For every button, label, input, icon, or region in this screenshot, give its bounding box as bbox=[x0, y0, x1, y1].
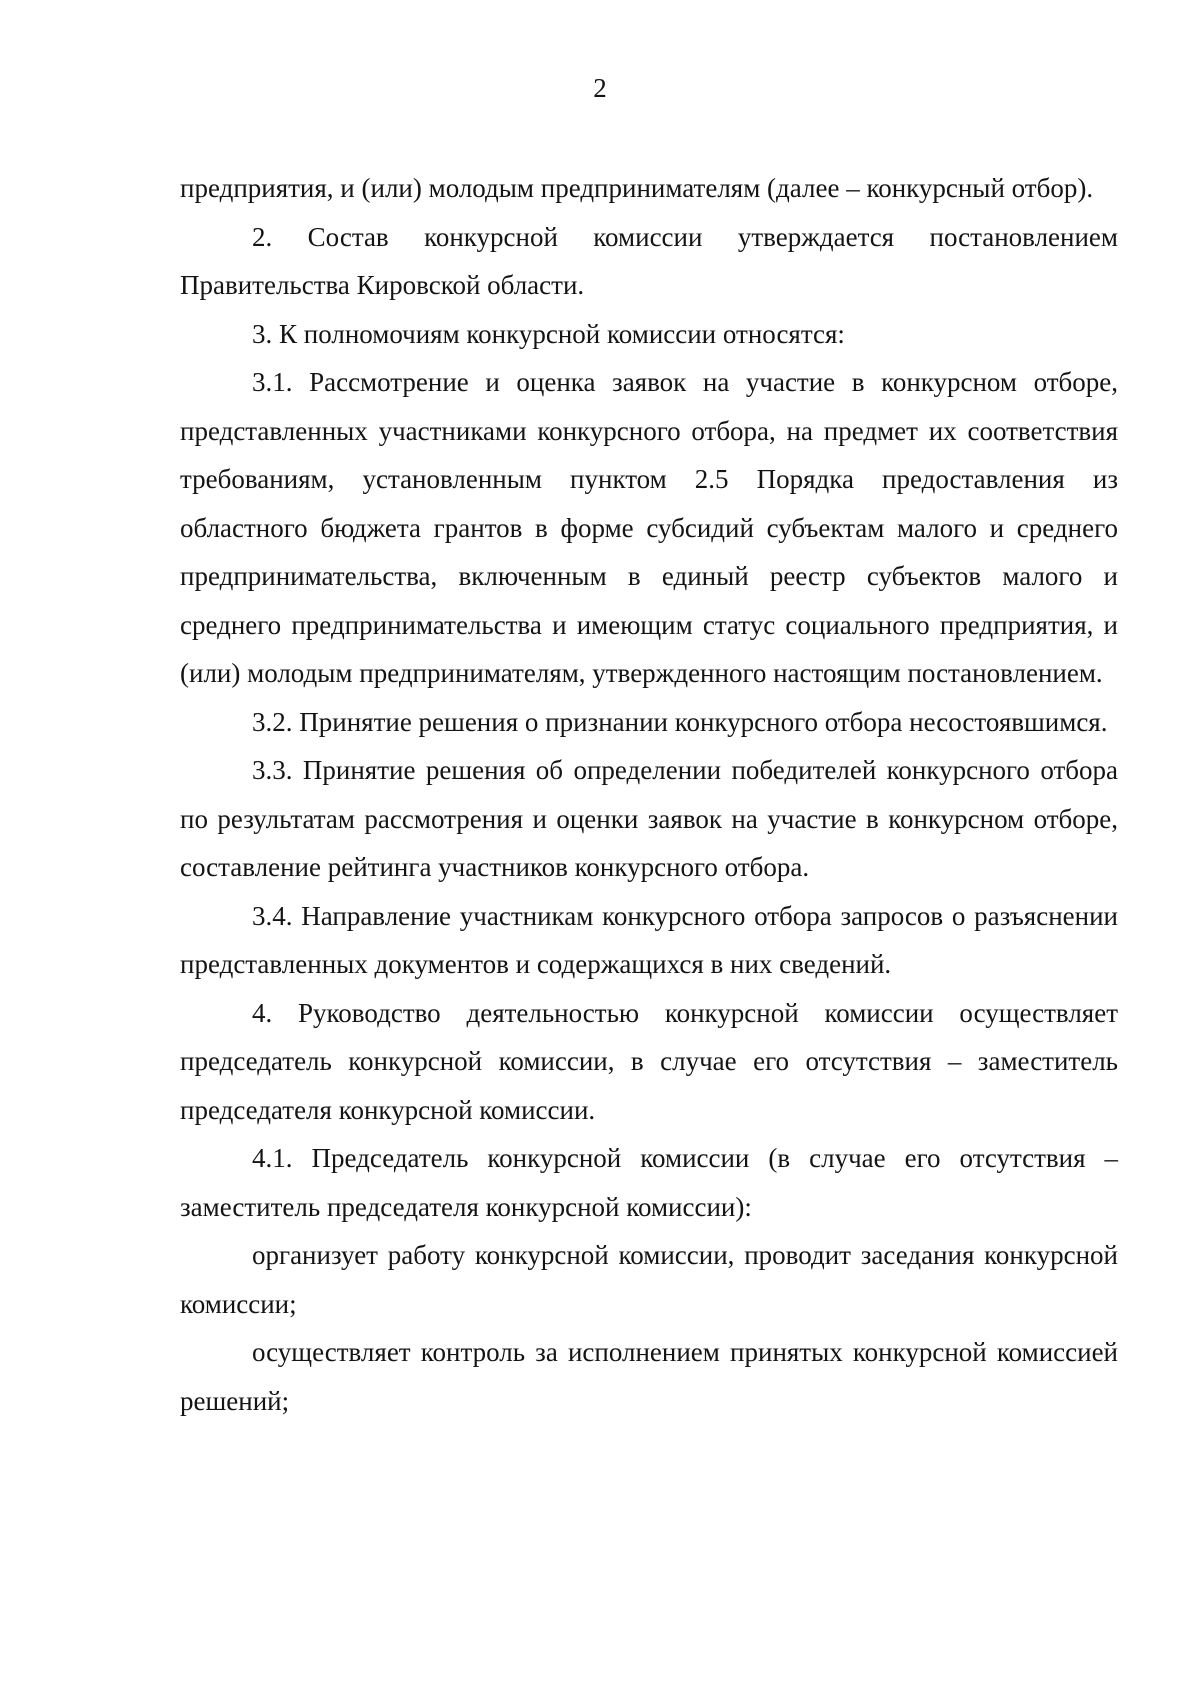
paragraph-item-3-4: 3.4. Направление участникам конкурсного отбора запросов о разъяснении представленных документов и содержащихся в них сведений. bbox=[180, 900, 1118, 979]
paragraph-item-3-3: 3.3. Принятие решения об определении победителей конкурсного отбора по результатам рассмотрения и оценки заявок на участие в конкурсном отборе, составление рейтинга участников конкурсного отбора. bbox=[180, 755, 1118, 882]
paragraph-item-4: 4. Руководство деятельностью конкурсной комиссии осуществляет председатель конкурсной комиссии, в случае его отсутствия – заместитель председателя конкурсной комиссии. bbox=[180, 997, 1118, 1125]
document-body bbox=[180, 164, 1118, 1425]
paragraph-item-3-2: 3.2. Принятие решения о признании конкурсного отбора несостоявшимся. bbox=[252, 706, 1108, 737]
paragraph-item-2: 2. Состав конкурсной комиссии утверждается постановлением Правительства Кировской области. bbox=[180, 221, 1118, 300]
paragraph-item-3: 3. К полномочиям конкурсной комиссии относятся: bbox=[252, 318, 845, 349]
paragraph-continuation: предприятия, и (или) молодым предпринимателям (далее – конкурсный отбор). bbox=[180, 173, 1094, 203]
page-number: 2 bbox=[593, 73, 607, 103]
paragraph-item-4-1: 4.1. Председатель конкурсной комиссии (в случае его отсутствия – заместитель председателя конкурсной комиссии): bbox=[180, 1143, 1118, 1222]
paragraph-duty-organizes: организует работу конкурсной комиссии, проводит заседания конкурсной комиссии; bbox=[180, 1240, 1118, 1319]
paragraph-item-3-1: 3.1. Рассмотрение и оценка заявок на участие в конкурсном отборе, представленных участниками конкурсного отбора, на предмет их соответствия требованиям, установленным пунктом 2.5 Порядка предоставления из областного бюджета грантов в форме субсидий субъектам малого и среднего предпринимательства, включенным в единый реестр субъектов малого и среднего предпринимательства и имеющим статус социального предприятия, и (или) молодым предпринимателям, утвержденного настоящим постановлением. bbox=[180, 367, 1118, 688]
paragraph-duty-controls: осуществляет контроль за исполнением принятых конкурсной комиссией решений; bbox=[180, 1337, 1118, 1416]
